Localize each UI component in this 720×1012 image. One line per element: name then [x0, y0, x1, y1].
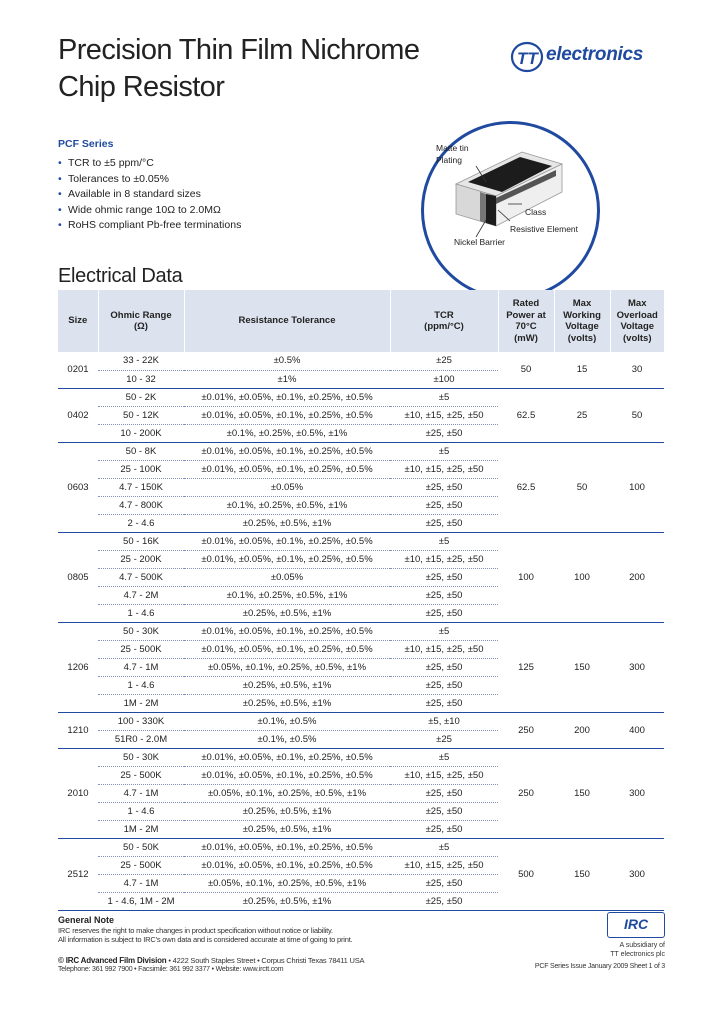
tcr-cell: ±25, ±50: [390, 892, 498, 910]
header-max-overload-voltage: Max Overload Voltage (volts): [610, 290, 664, 352]
tolerance-cell: ±0.5%: [184, 352, 390, 370]
issue-info: PCF Series Issue January 2009 Sheet 1 of 3: [534, 963, 665, 970]
header-resistance-tolerance: Resistance Tolerance: [184, 290, 390, 352]
tcr-cell: ±25, ±50: [390, 820, 498, 838]
general-note-line: IRC reserves the right to make changes in product specification without notice or liability.: [58, 926, 333, 935]
electrical-data-table: [58, 290, 664, 911]
size-cell: 0603: [58, 442, 98, 532]
size-cell: 1206: [58, 622, 98, 712]
working-voltage-cell: 100: [554, 532, 610, 622]
rated-power-cell: 50: [498, 352, 554, 388]
tcr-cell: ±25, ±50: [390, 424, 498, 442]
label-class: Class: [525, 207, 547, 217]
table-row: [58, 442, 664, 460]
working-voltage-cell: 50: [554, 442, 610, 532]
ohmic-range-cell: 50 - 2K: [98, 388, 184, 406]
ohmic-range-cell: 50 - 16K: [98, 532, 184, 550]
rated-power-cell: 100: [498, 532, 554, 622]
table-row: [58, 532, 664, 550]
ohmic-range-cell: 10 - 200K: [98, 424, 184, 442]
rated-power-cell: 62.5: [498, 388, 554, 442]
working-voltage-cell: 200: [554, 712, 610, 748]
ohmic-range-cell: 4.7 - 500K: [98, 568, 184, 586]
rated-power-cell: 250: [498, 748, 554, 838]
tolerance-cell: ±0.25%, ±0.5%, ±1%: [184, 676, 390, 694]
rated-power-cell: 500: [498, 838, 554, 910]
ohmic-range-cell: 33 - 22K: [98, 352, 184, 370]
ohmic-range-cell: 4.7 - 1M: [98, 784, 184, 802]
table-header-row: [58, 290, 664, 352]
tolerance-cell: ±0.1%, ±0.5%: [184, 730, 390, 748]
logo-wordmark: electronics: [546, 44, 644, 65]
chip-diagram: [421, 121, 600, 300]
division-address: [58, 956, 364, 965]
overload-voltage-cell: 50: [610, 388, 664, 442]
tcr-cell: ±25, ±50: [390, 784, 498, 802]
tcr-cell: ±25, ±50: [390, 604, 498, 622]
tcr-cell: ±10, ±15, ±25, ±50: [390, 550, 498, 568]
feature-item: • Wide ohmic range 10Ω to 2.0MΩ: [58, 203, 241, 219]
working-voltage-cell: 150: [554, 748, 610, 838]
header-tcr: TCR (ppm/°C): [390, 290, 498, 352]
ohmic-range-cell: 1M - 2M: [98, 694, 184, 712]
title-line-1: Precision Thin Film Nichrome: [58, 34, 420, 66]
feature-list: [58, 156, 241, 234]
ohmic-range-cell: 4.7 - 1M: [98, 874, 184, 892]
subsidiary-company: TT electronics plc: [610, 951, 665, 958]
ohmic-range-cell: 4.7 - 2M: [98, 586, 184, 604]
header-ohmic-range: Ohmic Range (Ω): [98, 290, 184, 352]
tcr-cell: ±25, ±50: [390, 694, 498, 712]
overload-voltage-cell: 300: [610, 748, 664, 838]
rated-power-cell: 125: [498, 622, 554, 712]
feature-item: • RoHS compliant Pb-free terminations: [58, 218, 241, 234]
section-title-electrical-data: Electrical Data: [58, 265, 183, 287]
label-nickel-barrier: Nickel Barrier: [454, 237, 506, 247]
tolerance-cell: ±0.1%, ±0.25%, ±0.5%, ±1%: [184, 496, 390, 514]
general-note-title: General Note: [58, 915, 115, 925]
tcr-cell: ±25: [390, 730, 498, 748]
header-size: Size: [58, 290, 98, 352]
rated-power-cell: 62.5: [498, 442, 554, 532]
working-voltage-cell: 15: [554, 352, 610, 388]
size-cell: 0805: [58, 532, 98, 622]
table-body: [58, 352, 664, 910]
tolerance-cell: ±0.25%, ±0.5%, ±1%: [184, 802, 390, 820]
table-row: [58, 838, 664, 856]
table-row: [58, 352, 664, 370]
tcr-cell: ±5: [390, 838, 498, 856]
irc-logo: IRC: [607, 912, 665, 938]
label-resistive-element: Resistive Element: [510, 224, 579, 234]
tcr-cell: ±5: [390, 622, 498, 640]
table-row: [58, 622, 664, 640]
ohmic-range-cell: 25 - 500K: [98, 640, 184, 658]
tcr-cell: ±10, ±15, ±25, ±50: [390, 640, 498, 658]
ohmic-range-cell: 50 - 50K: [98, 838, 184, 856]
ohmic-range-cell: 1M - 2M: [98, 820, 184, 838]
tcr-cell: ±25, ±50: [390, 478, 498, 496]
tolerance-cell: ±0.01%, ±0.05%, ±0.1%, ±0.25%, ±0.5%: [184, 640, 390, 658]
header-max-working-voltage: Max Working Voltage (volts): [554, 290, 610, 352]
size-cell: 1210: [58, 712, 98, 748]
table-row: [58, 712, 664, 730]
feature-item: • Tolerances to ±0.05%: [58, 172, 241, 188]
tolerance-cell: ±0.01%, ±0.05%, ±0.1%, ±0.25%, ±0.5%: [184, 838, 390, 856]
tcr-cell: ±25, ±50: [390, 874, 498, 892]
ohmic-range-cell: 25 - 100K: [98, 460, 184, 478]
tolerance-cell: ±0.25%, ±0.5%, ±1%: [184, 514, 390, 532]
tcr-cell: ±10, ±15, ±25, ±50: [390, 856, 498, 874]
size-cell: 0201: [58, 352, 98, 388]
label-plating: Plating: [436, 155, 462, 165]
ohmic-range-cell: 25 - 500K: [98, 856, 184, 874]
title-line-2: Chip Resistor: [58, 71, 225, 103]
tolerance-cell: ±0.1%, ±0.5%: [184, 712, 390, 730]
size-cell: 0402: [58, 388, 98, 442]
overload-voltage-cell: 100: [610, 442, 664, 532]
overload-voltage-cell: 300: [610, 622, 664, 712]
table-row: [58, 388, 664, 406]
tcr-cell: ±25, ±50: [390, 676, 498, 694]
tolerance-cell: ±0.01%, ±0.05%, ±0.1%, ±0.25%, ±0.5%: [184, 406, 390, 424]
tolerance-cell: ±0.05%, ±0.1%, ±0.25%, ±0.5%, ±1%: [184, 658, 390, 676]
tcr-cell: ±5: [390, 748, 498, 766]
tolerance-cell: ±0.01%, ±0.05%, ±0.1%, ±0.25%, ±0.5%: [184, 460, 390, 478]
ohmic-range-cell: 25 - 500K: [98, 766, 184, 784]
tolerance-cell: ±0.25%, ±0.5%, ±1%: [184, 694, 390, 712]
tcr-cell: ±25, ±50: [390, 496, 498, 514]
tcr-cell: ±25, ±50: [390, 658, 498, 676]
subsidiary-line: A subsidiary of: [619, 942, 665, 949]
tolerance-cell: ±0.05%, ±0.1%, ±0.25%, ±0.5%, ±1%: [184, 874, 390, 892]
tcr-cell: ±100: [390, 370, 498, 388]
feature-item: • TCR to ±5 ppm/°C: [58, 156, 241, 172]
ohmic-range-cell: 2 - 4.6: [98, 514, 184, 532]
ohmic-range-cell: 51R0 - 2.0M: [98, 730, 184, 748]
tolerance-cell: ±0.01%, ±0.05%, ±0.1%, ±0.25%, ±0.5%: [184, 766, 390, 784]
tolerance-cell: ±0.1%, ±0.25%, ±0.5%, ±1%: [184, 586, 390, 604]
rated-power-cell: 250: [498, 712, 554, 748]
tolerance-cell: ±0.01%, ±0.05%, ±0.1%, ±0.25%, ±0.5%: [184, 388, 390, 406]
tcr-cell: ±5: [390, 442, 498, 460]
tolerance-cell: ±0.05%: [184, 478, 390, 496]
tcr-cell: ±25, ±50: [390, 568, 498, 586]
tolerance-cell: ±0.01%, ±0.05%, ±0.1%, ±0.25%, ±0.5%: [184, 532, 390, 550]
tcr-cell: ±5: [390, 388, 498, 406]
ohmic-range-cell: 1 - 4.6, 1M - 2M: [98, 892, 184, 910]
overload-voltage-cell: 400: [610, 712, 664, 748]
general-note-body: [58, 926, 358, 944]
tcr-cell: ±10, ±15, ±25, ±50: [390, 460, 498, 478]
tolerance-cell: ±0.01%, ±0.05%, ±0.1%, ±0.25%, ±0.5%: [184, 856, 390, 874]
tolerance-cell: ±0.01%, ±0.05%, ±0.1%, ±0.25%, ±0.5%: [184, 550, 390, 568]
tcr-cell: ±25, ±50: [390, 514, 498, 532]
tcr-cell: ±10, ±15, ±25, ±50: [390, 766, 498, 784]
tolerance-cell: ±0.01%, ±0.05%, ±0.1%, ±0.25%, ±0.5%: [184, 442, 390, 460]
tolerance-cell: ±0.25%, ±0.5%, ±1%: [184, 892, 390, 910]
label-matte-tin: Matte tin: [436, 143, 469, 153]
svg-text:TT: TT: [517, 49, 538, 68]
ohmic-range-cell: 50 - 30K: [98, 622, 184, 640]
series-name: PCF Series: [58, 138, 114, 150]
feature-item: • Available in 8 standard sizes: [58, 187, 241, 203]
overload-voltage-cell: 200: [610, 532, 664, 622]
working-voltage-cell: 150: [554, 622, 610, 712]
working-voltage-cell: 150: [554, 838, 610, 910]
tt-logo-icon: [510, 40, 544, 74]
overload-voltage-cell: 300: [610, 838, 664, 910]
tolerance-cell: ±0.05%: [184, 568, 390, 586]
table-row: [58, 748, 664, 766]
ohmic-range-cell: 4.7 - 1M: [98, 658, 184, 676]
page-title: [58, 32, 419, 106]
ohmic-range-cell: 50 - 8K: [98, 442, 184, 460]
ohmic-range-cell: 10 - 32: [98, 370, 184, 388]
ohmic-range-cell: 50 - 12K: [98, 406, 184, 424]
tcr-cell: ±5, ±10: [390, 712, 498, 730]
division-name: © IRC Advanced Film Division: [58, 956, 167, 965]
ohmic-range-cell: 25 - 200K: [98, 550, 184, 568]
tolerance-cell: ±0.25%, ±0.5%, ±1%: [184, 604, 390, 622]
tcr-cell: ±25, ±50: [390, 586, 498, 604]
working-voltage-cell: 25: [554, 388, 610, 442]
tolerance-cell: ±1%: [184, 370, 390, 388]
tolerance-cell: ±0.1%, ±0.25%, ±0.5%, ±1%: [184, 424, 390, 442]
general-note-line: All information is subject to IRC's own data and is considered accurate at time of going to print.: [58, 935, 353, 944]
tolerance-cell: ±0.01%, ±0.05%, ±0.1%, ±0.25%, ±0.5%: [184, 748, 390, 766]
ohmic-range-cell: 1 - 4.6: [98, 604, 184, 622]
tcr-cell: ±5: [390, 532, 498, 550]
tt-electronics-logo: [510, 40, 670, 74]
size-cell: 2512: [58, 838, 98, 910]
tolerance-cell: ±0.25%, ±0.5%, ±1%: [184, 820, 390, 838]
tcr-cell: ±10, ±15, ±25, ±50: [390, 406, 498, 424]
tolerance-cell: ±0.01%, ±0.05%, ±0.1%, ±0.25%, ±0.5%: [184, 622, 390, 640]
ohmic-range-cell: 100 - 330K: [98, 712, 184, 730]
header-rated-power: Rated Power at 70°C (mW): [498, 290, 554, 352]
division-street: • 4222 South Staples Street • Corpus Christi Texas 78411 USA: [166, 956, 365, 965]
contact-line: Telephone: 361 992 7900 • Facsimile: 361 992 3377 • Website: www.irctt.com: [58, 966, 284, 973]
ohmic-range-cell: 50 - 30K: [98, 748, 184, 766]
ohmic-range-cell: 4.7 - 150K: [98, 478, 184, 496]
size-cell: 2010: [58, 748, 98, 838]
tolerance-cell: ±0.05%, ±0.1%, ±0.25%, ±0.5%, ±1%: [184, 784, 390, 802]
ohmic-range-cell: 4.7 - 800K: [98, 496, 184, 514]
tcr-cell: ±25, ±50: [390, 802, 498, 820]
overload-voltage-cell: 30: [610, 352, 664, 388]
ohmic-range-cell: 1 - 4.6: [98, 802, 184, 820]
ohmic-range-cell: 1 - 4.6: [98, 676, 184, 694]
tcr-cell: ±25: [390, 352, 498, 370]
